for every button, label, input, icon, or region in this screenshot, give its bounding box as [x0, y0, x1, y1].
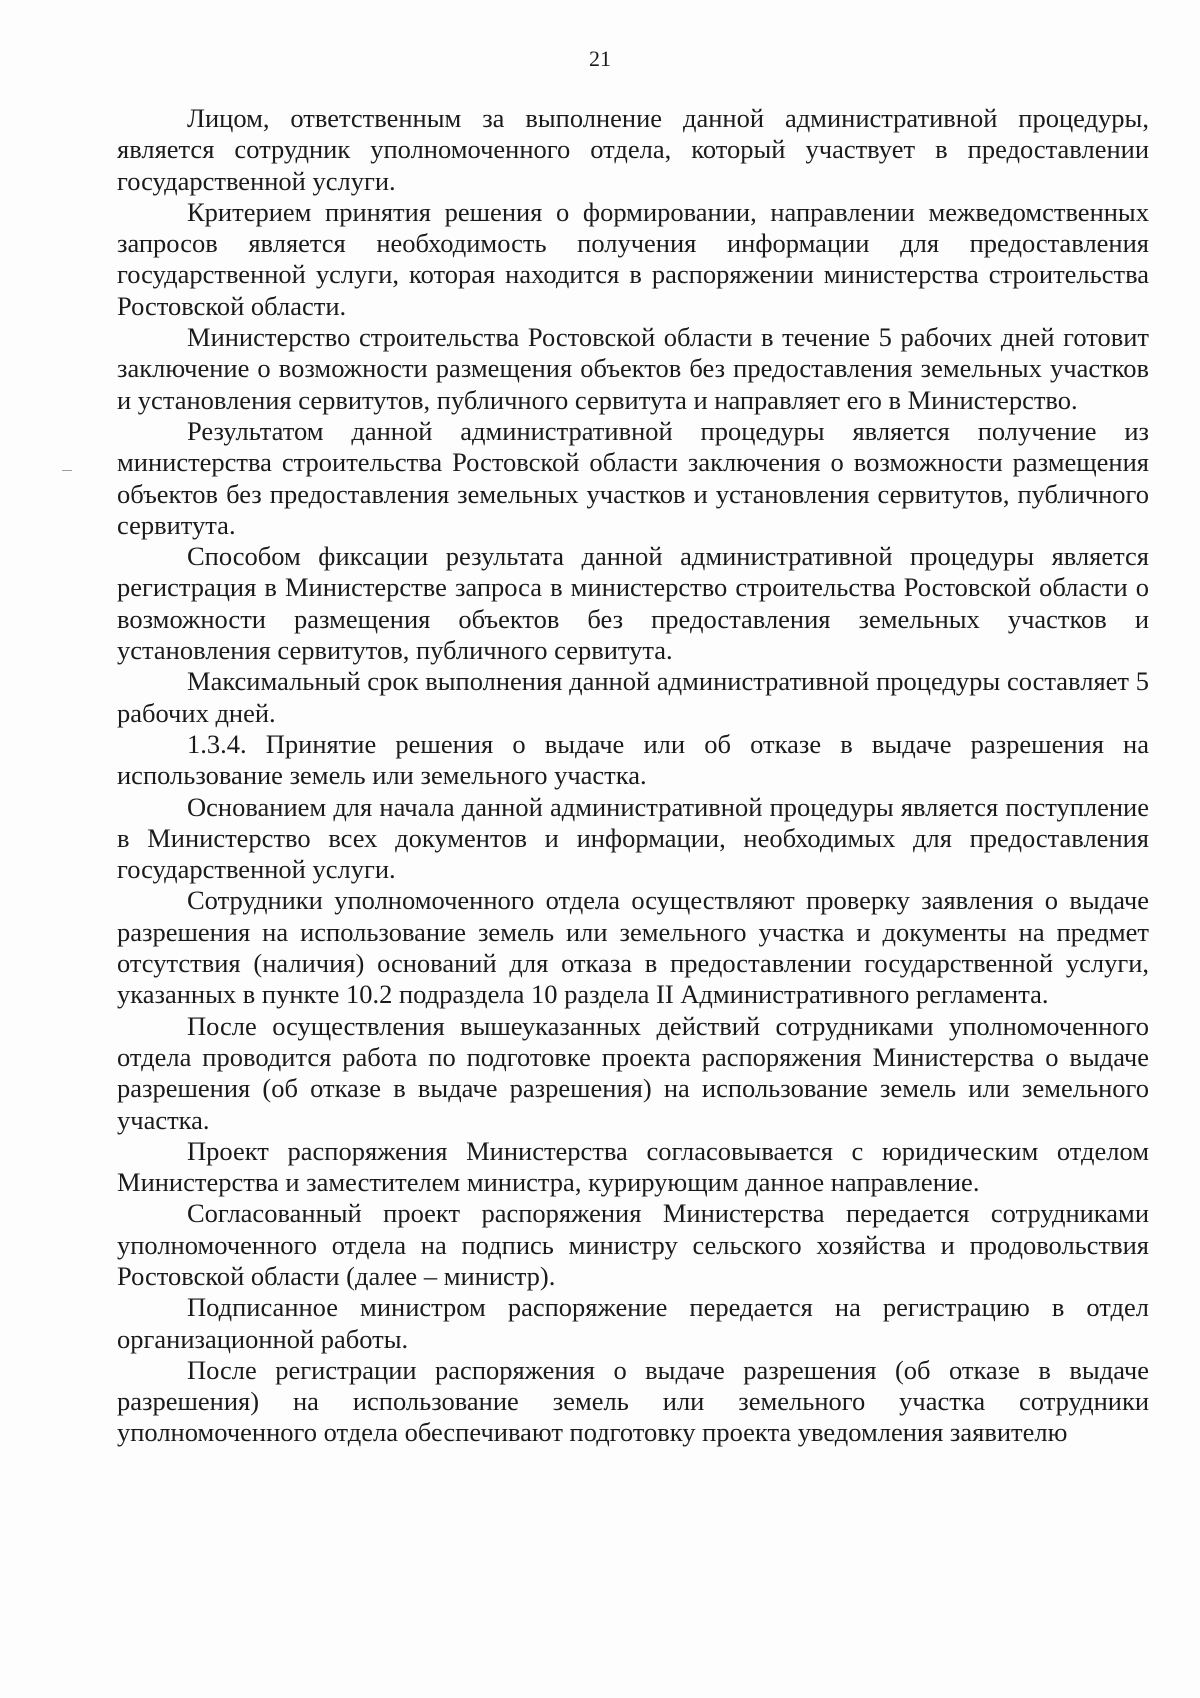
document-body [117, 103, 1149, 1449]
paragraph: Подписанное министром распоряжение передается на регистрацию в отдел организационной работы. [117, 1292, 1149, 1354]
paragraph: Проект распоряжения Министерства согласовывается с юридическим отделом Министерства и заместителем министра, курирующим данное направление. [117, 1135, 1149, 1198]
paragraph: Министерство строительства Ростовской области в течение 5 рабочих дней готовит заключение о возможности размещения объектов без предоставления земельных участков и установления сервитутов, публичного сервитута и направляет его в Министерство. [117, 322, 1149, 415]
paragraph: Сотрудники уполномоченного отдела осуществляют проверку заявления о выдаче разрешения на использование земель или земельного участка и документы на предмет отсутствия (наличия) оснований для отказа в предоставлении государственной услуги, указанных в пункте 10.2 подраздела 10 раздела II Административного регламента. [117, 885, 1149, 1010]
paragraph: Максимальный срок выполнения данной административной процедуры составляет 5 рабочих дней. [117, 666, 1149, 728]
paragraph: Способом фиксации результата данной административной процедуры является регистрация в Министерстве запроса в министерство строительства Ростовской области о возможности размещения объектов без предоставления земельных участков и установления сервитутов, публичного сервитута. [117, 541, 1149, 666]
scan-artifact-mark [62, 470, 72, 471]
paragraph: Лицом, ответственным за выполнение данной административной процедуры, является сотрудник уполномоченного отдела, который участвует в предоставлении государственной услуги. [117, 103, 1149, 196]
section-heading-1-3-4: 1.3.4. Принятие решения о выдаче или об отказе в выдаче разрешения на использование земель или земельного участка. [117, 728, 1149, 791]
paragraph: Основанием для начала данной административной процедуры является поступление в Министерство всех документов и информации, необходимых для предоставления государственной услуги. [117, 791, 1149, 885]
paragraph: После осуществления вышеуказанных действий сотрудниками уполномоченного отдела проводится работа по подготовке проекта распоряжения Министерства о выдаче разрешения (об отказе в выдаче разрешения) на использование земель или земельного участка. [117, 1010, 1149, 1135]
paragraph: Результатом данной административной процедуры является получение из министерства строительства Ростовской области заключения о возможности размещения объектов без предоставления земельных участков и установления сервитутов, публичного сервитута. [117, 415, 1149, 540]
page-number: 21 [589, 46, 611, 71]
paragraph: После регистрации распоряжения о выдаче разрешения (об отказе в выдаче разрешения) на использование земель или земельного участка сотрудники уполномоченного отдела обеспечивают подготовку проекта уведомления заявителю [117, 1354, 1149, 1448]
paragraph: Критерием принятия решения о формировании, направлении межведомственных запросов является необходимость получения информации для предоставления государственной услуги, которая находится в распоряжении министерства строительства Ростовской области. [117, 196, 1149, 321]
paragraph: Согласованный проект распоряжения Министерства передается сотрудниками уполномоченного отдела на подпись министру сельского хозяйства и продовольствия Ростовской области (далее – министр). [117, 1198, 1149, 1291]
